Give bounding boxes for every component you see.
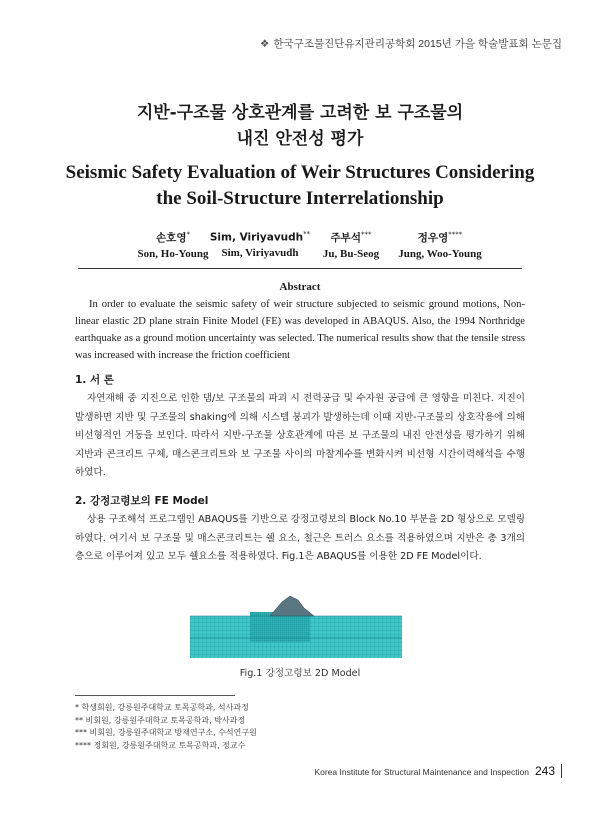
title-divider (78, 268, 522, 269)
author-3-name-en: Ju, Bu-Seog (322, 248, 380, 260)
paper-title-korean (0, 100, 600, 152)
footnote-divider (75, 695, 235, 696)
author-1-name-kr: 손호영 (156, 232, 187, 244)
author-2-mark: ** (303, 230, 311, 238)
figure-caption: Fig.1 강정고령보 2D Model (239, 668, 361, 679)
mass-concrete-mesh (250, 612, 310, 642)
author-4-name-en: Jung, Woo-Young (398, 248, 482, 260)
page-number: 243 (535, 764, 562, 778)
footnote-1: * 학생회원, 강릉원주대학교 토목공학과, 석사과정 (75, 703, 249, 712)
author-4-mark: **** (448, 230, 463, 239)
author-2-name-kr: Sim, Viriyavudh (209, 231, 304, 244)
footer-organization: Korea Institute for Structural Maintenance and Inspection (314, 767, 529, 777)
author-4 (380, 230, 500, 260)
title-korean-line-1: 지반-구조물 상호관계를 고려한 보 구조물의 (136, 103, 464, 123)
title-english-line-2: the Soil-Structure Interrelationship (156, 188, 444, 209)
author-3-mark: *** (360, 230, 372, 239)
journal-title: 한국구조물진단유지관리공학회 2015년 가을 학술발표회 논문집 (273, 38, 562, 50)
page-footer (314, 764, 562, 778)
paper-title-english (0, 160, 600, 212)
footnote-2: ** 비회원, 강릉원주대학교 토목공학과, 박사과정 (75, 715, 246, 725)
author-1-name-en: Son, Ho-Young (137, 248, 209, 260)
section-2-text: 상용 구조해석 프로그램인 ABAQUS를 기반으로 강정고령보의 Block No.10 부분을 2D 형상으로 모델링 하였다. 여기서 보 구조물 및 매스콘크리트는 쉘 요소, 철근은 트러스 요소를 적용하였으며 지반은 총 3개의 층으로 이루어져 있고 모두 쉘요소를 적용하였다. Fig.1은 ABAQUS를 이용한 2D FE Model이다. (75, 514, 525, 562)
section-1-heading: 1. 서 론 (75, 374, 114, 386)
author-2-name-en: Sim, Viriyavudh (221, 246, 299, 259)
author-1-mark: * (186, 230, 190, 239)
section-2-heading: 2. 강정고령보의 FE Model (75, 495, 209, 507)
footnote-4: **** 정회원, 강릉원주대학교 토목공학과, 정교수 (75, 740, 246, 750)
fe-mesh-image (190, 594, 402, 658)
weir-body-shape (270, 596, 314, 616)
header-bullet-icon: ❖ (259, 38, 270, 50)
title-english-line-1: Seismic Safety Evaluation of Weir Structures Considering (65, 162, 535, 183)
abstract-text: In order to evaluate the seismic safety of weir structure subjected to seismic ground motions, Non-linear elastic 2D plane strain Finite Model (FE) was developed in ABAQUS. Also, the 1994 Northridge earthquake as a ground motion uncertainty was selected. The numerical results show that the tensile stress was increased with increase the friction coefficient (75, 299, 525, 361)
title-korean-line-2: 내진 안전성 평가 (236, 129, 364, 149)
fe-model-figure (190, 594, 402, 658)
footnote-3: *** 비회원, 강릉원주대학교 방재연구소, 수석연구원 (75, 728, 257, 738)
abstract-heading: Abstract (279, 281, 321, 293)
footnotes (75, 702, 257, 752)
journal-header (260, 36, 562, 51)
author-3-name-kr: 주부석 (330, 232, 361, 244)
author-4-name-kr: 정우영 (417, 232, 449, 244)
section-1-text: 자연재해 중 지진으로 인한 댐/보 구조물의 파괴 시 전력공급 및 수자원 공급에 큰 영향을 미친다. 지진이 발생하면 지반 및 구조물의 shaking에 의해 시스템 붕괴가 발생하는데 이때 지반-구조물의 상호작용에 의해 비선형적인 거동을 보인다. 따라서 지반-구조물 상호관계에 따른 보 구조물의 내진 안전성을 평가하기 위해 지반과 콘크리트 구체, 매스콘크리트와 보 구조물 사이의 마찰계수를 변화시켜 비선형 시간이력해석을 수행하였다. (75, 393, 525, 478)
